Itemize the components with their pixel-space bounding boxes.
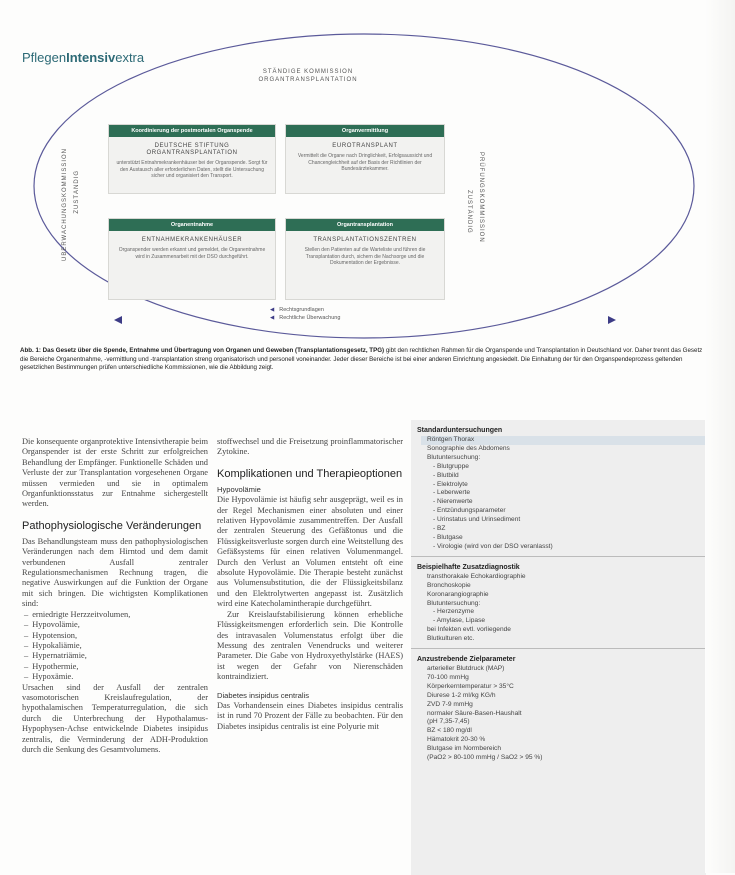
sidebar-list-item: - Blutgase (433, 533, 463, 541)
sidebar-list-item: - BZ (433, 525, 446, 533)
sidebar-list-item: Diurese 1-2 ml/kg KG/h (427, 691, 496, 699)
legend-item: ◀ Rechtliche Überwachung (270, 315, 341, 321)
sidebar-list-item: transthorakale Echokardiographie (427, 572, 526, 580)
sidebar-list (411, 665, 706, 763)
sidebar-list (411, 436, 706, 552)
left-commission-sublabel: ZUSTÄNDIG (74, 170, 80, 214)
sidebar-list-item: Blutgase im Normbereich (427, 745, 502, 753)
panel-organ-removal: Organentnahme ENTNAHMEKRANKENHÄUSER Organspender werden erkannt und gemeldet, die Organentnahme wird in Zusammenarbeit mit der DSO durchgeführt. (108, 218, 276, 300)
sidebar-list-item: 70-100 mmHg (427, 673, 469, 681)
sidebar-list-item: (pH 7,35-7,45) (427, 718, 470, 726)
right-commission-label: PRÜFUNGSKOMMISSION (478, 152, 484, 243)
sidebar-list-item: arterieller Blutdruck (MAP) (427, 665, 505, 673)
sidebar-list-item: - Blutgruppe (433, 462, 469, 470)
top-commission-label: STÄNDIGE KOMMISSION ORGANTRANSPLANTATION (258, 69, 358, 83)
sidebar-list-item: Koronarangiographie (427, 590, 489, 598)
arrow-left-icon: ◀ (270, 315, 275, 321)
info-sidebar (411, 420, 706, 875)
sidebar-list (411, 573, 706, 644)
sidebar-list-item: Hämatokrit 20-30 % (427, 736, 486, 744)
sidebar-list-item: BZ < 180 mg/dl (427, 727, 472, 735)
text-column-2: stoffwechsel und die Freisetzung proinflammatorischer Zytokine. Komplikationen und Therapieoptionen Hypovolämie Die Hypovolämie ist häufig sehr ausgeprägt, weil es in der Regel Mechanismen einer absoluten und einer relativen Hypovolämie zusammentreffen. Der Ausfall der zentralen Steuerung des Gefäßtonus und die Flüssigkeitsverluste sorgen durch eine Weitstellung des Gefäßsystems für einen relativen Volumenmangel. Durch den Verlust an Volumen entsteht oft eine absolute Hypovolämie. Die Therapie besteht zunächst aus Volumensubstitution, die der Flüssigkeitsbilanz und den Elektrolytwerten angepasst ist. Zusätzlich wird eine Katecholamintherapie durchgeführt. Zur Kreislaufstabilisierung können erhebliche Flüssigkeitsmengen erforderlich sein. Die Kontrolle des intravasalen Volumenstatus erfolgt über die Messung des zentralen Venendrucks und weiterer Parameter. Die Gabe von Hydroxyethylstärke (HAES) ist wegen der Gefahr von Nierenschäden kontraindiziert. Diabetes insipidus centralis Das Vorhandensein eines Diabetes insipidus centralis ist in rund 70 Prozent der Fälle zu beobachten. Für den Diabetes insipidus centralis ist eine Polyurie mit (217, 437, 403, 731)
sidebar-list-item: (PaO2 > 80-100 mmHg / SaO2 > 95 %) (427, 754, 543, 762)
sidebar-list-item: - Elektrolyte (433, 480, 468, 488)
sidebar-list-item: Blutuntersuchung: (427, 599, 481, 607)
sidebar-list-item: Blutuntersuchung: (427, 453, 481, 461)
figure-caption: Abb. 1: Das Gesetz über die Spende, Entnahme und Übertragung von Organen und Geweben (Transplantationsgesetz, TPG) gibt den rechtlichen Rahmen für die Organspende und Transplantation in Deutschland vor. Daher trennt das Gesetz die Bereiche Organentnahme, -vermittlung und -transplantation streng organisatorisch und personell voneinander. Jeder dieser Bereiche ist bei einer anderen Einrichtung angesiedelt. Die Einhaltung der für den Organspendeprozess geltenden gesetzlichen Bestimmungen prüfen unterschiedliche Kommissionen, wie die Abbildung zeigt. (20, 347, 703, 372)
subheading: Hypovolämie (217, 484, 261, 494)
panel-organ-transplantation: Organtransplantation TRANSPLANTATIONSZENTREN Stellen den Patienten auf die Warteliste und führen die Transplantation durch, sichern die Nachsorge und die Dokumentation der Ergebnisse. (285, 218, 445, 300)
sidebar-list-item: - Virologie (wird von der DSO veranlasst) (433, 542, 553, 550)
left-commission-label: ÜBERWACHUNGSKOMMISSION (62, 148, 68, 262)
sidebar-list-item: - Blutbild (433, 471, 459, 479)
sidebar-section-title: Beispielhafte Zusatzdiagnostik (411, 556, 706, 573)
legend-item: ◀ Rechtsgrundlagen (270, 307, 324, 313)
sidebar-section-title: Anzustrebende Zielparameter (411, 648, 706, 665)
sidebar-list-item: - Leberwerte (433, 489, 471, 497)
sidebar-list-item: Körperkerntemperatur > 35°C (427, 682, 514, 690)
sidebar-list-item: Blutkulturen etc. (427, 635, 475, 643)
text-column-1: Die konsequente organprotektive Intensivtherapie beim Organspender ist der erste Schritt zur erfolgreichen Behandlung der Empfänger. Funktionelle Schäden und Verluste der zur Transplantation vorgesehenen Organe müssen vermieden und sie in optimalem Organfunktionsstatus zur Entnahme sichergestellt werden. Pathophysiologische Veränderungen Das Behandlungsteam muss den pathophysiologischen Veränderungen nach dem Hirntod und dem damit verbundenen Ausfall zentraler Regulationsmechanismen Rechnung tragen, die negative Auswirkungen auf die Funktion der Organe mit sich bringen. Die wichtigsten Komplikationen sind: – erniedrigte Herzzeitvolumen, – Hypovolämie, – Hypotension, – Hypokaliämie, – Hypernatriämie, – Hypothermie, – Hypoxämie. Ursachen sind der Ausfall der zentralen vasomotorischen Kreislaufregulation, der hypothalamischen Temperaturregulation, die sich durch die Unterbrechung der Hypothalamus-Hypophysen-Achse entwickelnde Diabetes insipidus zentralis, die Verminderung der ADH-Produktion durch die Senkung des Gesamtvolumens. (22, 437, 208, 755)
sidebar-list-item: - Urinstatus und Urinsediment (433, 516, 521, 524)
panel-organ-donation-coordination: Koordinierung der postmortalen Organspende DEUTSCHE STIFTUNG ORGANTRANSPLANTATION unterstützt Entnahmekrankenhäuser bei der Organspende. Sorgt für den Austausch aller erforderlichen Daten, stellt die Untersuchung sicher und organisiert den Transport. (108, 124, 276, 194)
arrow-left-icon: ◀ (270, 307, 275, 313)
diagram-legend (270, 307, 340, 321)
sidebar-list-item: - Herzenzyme (433, 608, 475, 616)
sidebar-list-item: - Nierenwerte (433, 498, 473, 506)
page-edge (705, 0, 735, 873)
panel-organ-allocation: Organvermittlung EUROTRANSPLANT Vermittelt die Organe nach Dringlichkeit, Erfolgsaussicht und Chancengleichheit auf der Basis der Richtlinien der Bundesärztekammer. (285, 124, 445, 194)
section-heading: Pathophysiologische Veränderungen (22, 519, 202, 532)
subheading: Diabetes insipidus centralis (217, 690, 310, 700)
sidebar-list-item: Bronchoskopie (427, 581, 471, 589)
sidebar-list-item: bei Infekten evtl. vorliegende (427, 626, 511, 634)
sidebar-list-item: Sonographie des Abdomens (427, 444, 510, 452)
right-commission-sublabel: ZUSTÄNDIG (466, 190, 472, 234)
sidebar-list-item: ZVD 7-9 mmHg (427, 700, 473, 708)
sidebar-list-item: normaler Säure-Basen-Haushalt (427, 709, 522, 717)
sidebar-list-item: Röntgen Thorax (421, 436, 706, 445)
complication-list: – erniedrigte Herzzeitvolumen, – Hypovolämie, – Hypotension, – Hypokaliämie, – Hypernatriämie, – Hypothermie, – Hypoxämie. (22, 610, 208, 683)
magazine-logo: PflegenIntensivextra (22, 50, 145, 65)
section-heading: Komplikationen und Therapieoptionen (217, 467, 403, 480)
sidebar-list-item: - Entzündungsparameter (433, 507, 506, 515)
sidebar-list-item: - Amylase, Lipase (433, 617, 486, 625)
sidebar-section-title: Standarduntersuchungen (417, 427, 503, 434)
